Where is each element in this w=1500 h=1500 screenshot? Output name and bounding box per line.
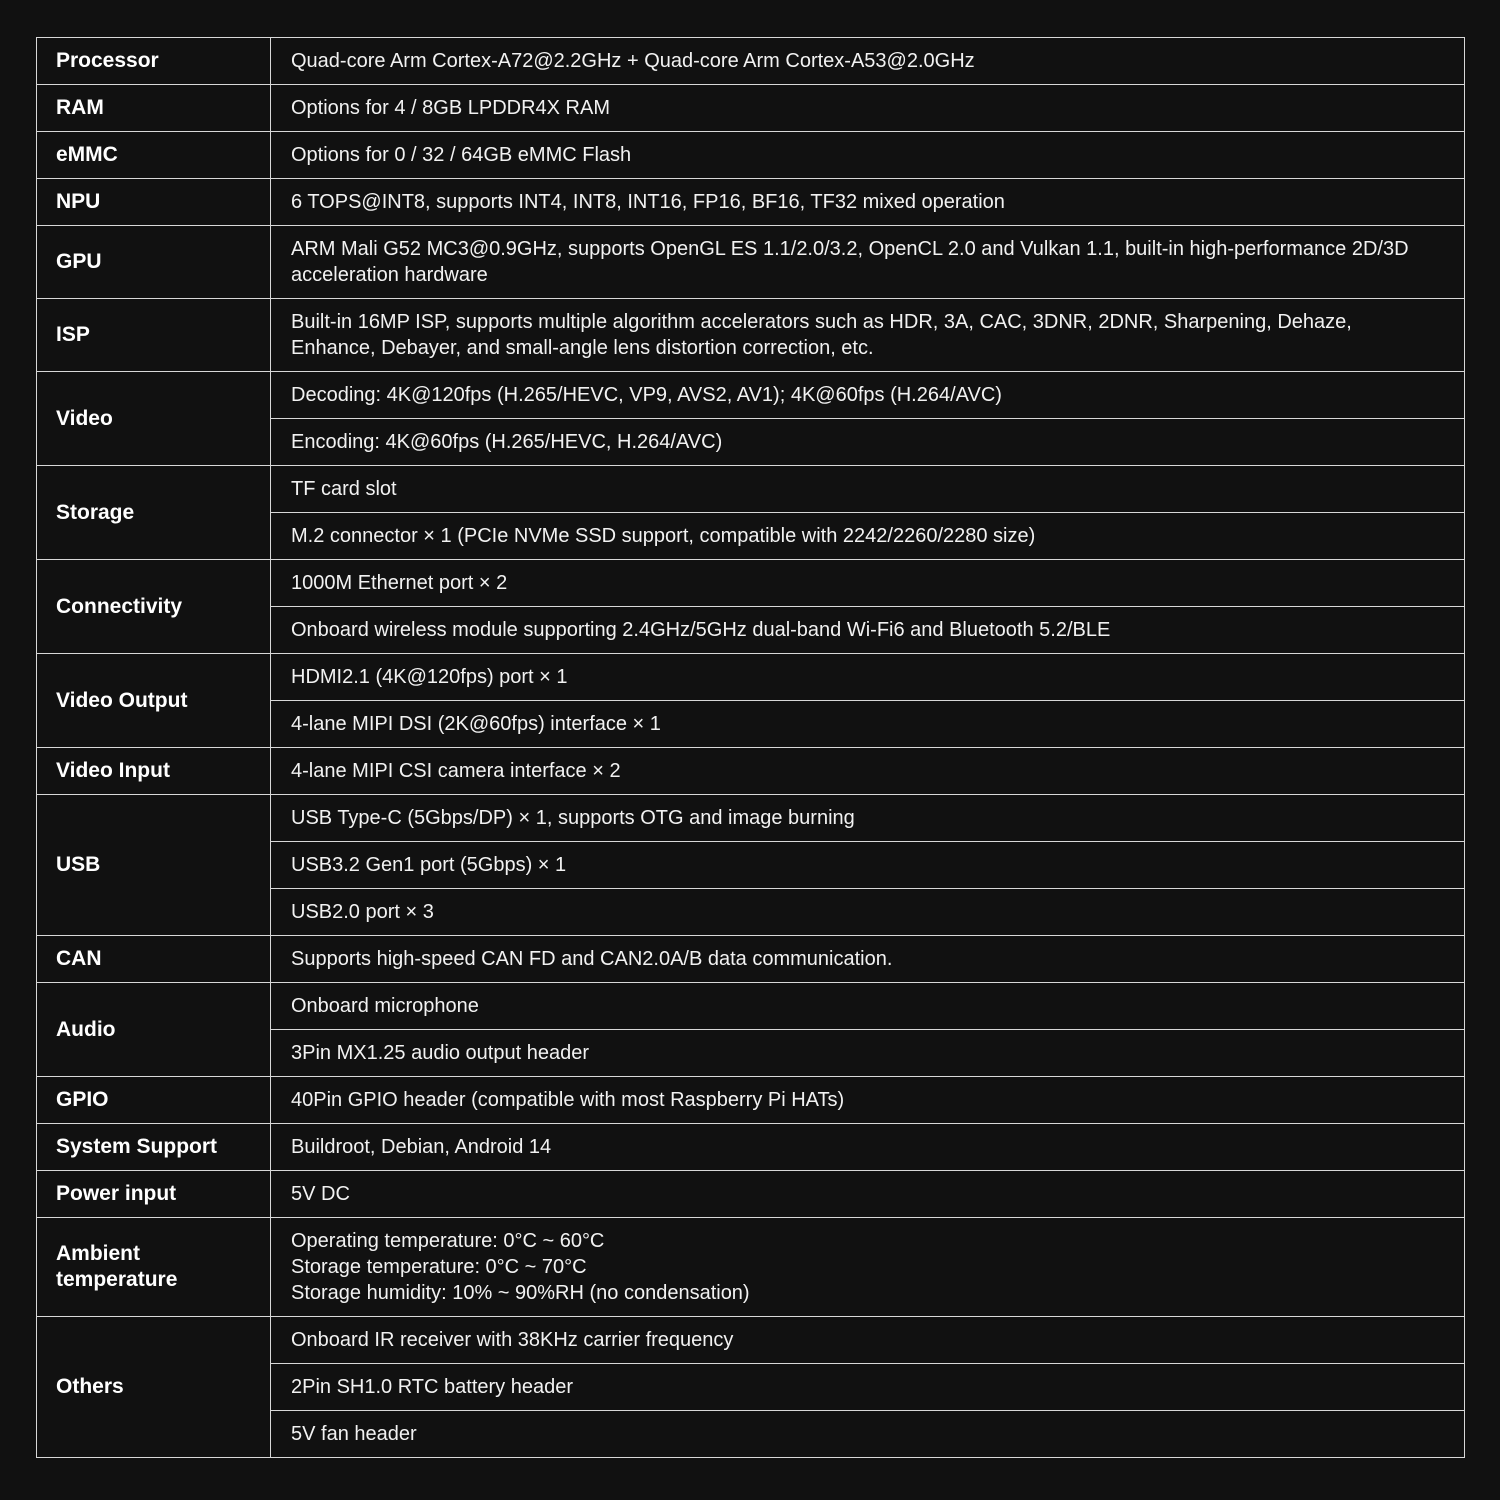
spec-value-text: 4-lane MIPI DSI (2K@60fps) interface × 1 <box>291 713 661 735</box>
spec-row <box>37 179 1465 226</box>
spec-value-text: 6 TOPS@INT8, supports INT4, INT8, INT16, FP16, BF16, TF32 mixed operation <box>291 191 1005 213</box>
spec-value-text: Encoding: 4K@60fps (H.265/HEVC, H.264/AVC) <box>291 431 723 453</box>
spec-value-text: Storage humidity: 10% ~ 90%RH (no condensation) <box>291 1282 750 1304</box>
spec-value-text: Options for 4 / 8GB LPDDR4X RAM <box>291 97 611 119</box>
spec-label <box>37 654 271 748</box>
spec-value <box>271 607 1465 654</box>
spec-value-text: Storage temperature: 0°C ~ 70°C <box>291 1256 587 1278</box>
spec-value <box>271 560 1465 607</box>
spec-row <box>37 560 1465 607</box>
spec-value <box>271 795 1465 842</box>
spec-row <box>37 1171 1465 1218</box>
spec-label-text: eMMC <box>56 143 118 166</box>
spec-label-text: GPU <box>56 250 102 273</box>
spec-label-text: NPU <box>56 190 101 213</box>
spec-value-text: Operating temperature: 0°C ~ 60°C <box>291 1230 605 1252</box>
spec-value <box>271 372 1465 419</box>
spec-label-text: USB <box>56 853 101 876</box>
spec-label-text: Ambient <box>56 1242 140 1265</box>
spec-value-text: M.2 connector × 1 (PCIe NVMe SSD support, compatible with 2242/2260/2280 size) <box>291 525 1036 547</box>
spec-value <box>271 1171 1465 1218</box>
spec-row <box>37 983 1465 1030</box>
spec-label <box>37 936 271 983</box>
spec-value <box>271 299 1465 372</box>
spec-row <box>37 1317 1465 1364</box>
spec-value-text: Quad-core Arm Cortex-A72@2.2GHz + Quad-core Arm Cortex-A53@2.0GHz <box>291 50 975 72</box>
spec-value <box>271 226 1465 299</box>
spec-row <box>37 1077 1465 1124</box>
spec-value <box>271 85 1465 132</box>
spec-value <box>271 936 1465 983</box>
spec-value <box>271 701 1465 748</box>
spec-value <box>271 842 1465 889</box>
spec-label <box>37 1124 271 1171</box>
spec-row <box>37 85 1465 132</box>
spec-value-text: 40Pin GPIO header (compatible with most Raspberry Pi HATs) <box>291 1089 845 1111</box>
spec-row <box>37 132 1465 179</box>
spec-row <box>37 38 1465 85</box>
spec-label <box>37 795 271 936</box>
spec-value <box>271 983 1465 1030</box>
spec-row <box>37 936 1465 983</box>
spec-value-text: Onboard wireless module supporting 2.4GHz/5GHz dual-band Wi-Fi6 and Bluetooth 5.2/BLE <box>291 619 1111 641</box>
spec-row <box>37 299 1465 372</box>
spec-row <box>37 372 1465 419</box>
spec-value <box>271 179 1465 226</box>
spec-value-text: Buildroot, Debian, Android 14 <box>291 1136 552 1158</box>
spec-label <box>37 983 271 1077</box>
spec-value <box>271 513 1465 560</box>
spec-table-body <box>37 38 1465 1458</box>
spec-label <box>37 1171 271 1218</box>
spec-value-text: USB Type-C (5Gbps/DP) × 1, supports OTG and image burning <box>291 807 855 829</box>
spec-value-text: Options for 0 / 32 / 64GB eMMC Flash <box>291 144 632 166</box>
spec-label <box>37 38 271 85</box>
spec-value <box>271 1317 1465 1364</box>
spec-value-text: 5V DC <box>291 1183 350 1205</box>
spec-value-text: 1000M Ethernet port × 2 <box>291 572 508 594</box>
spec-row <box>37 748 1465 795</box>
spec-value <box>271 466 1465 513</box>
spec-value-text: USB2.0 port × 3 <box>291 901 434 923</box>
spec-label-text: Others <box>56 1375 124 1398</box>
spec-value <box>271 1411 1465 1458</box>
spec-value <box>271 1124 1465 1171</box>
spec-label <box>37 466 271 560</box>
spec-value-text: 5V fan header <box>291 1423 417 1445</box>
spec-label-text: CAN <box>56 947 102 970</box>
spec-label-text: System Support <box>56 1135 218 1158</box>
spec-value <box>271 654 1465 701</box>
spec-label <box>37 1077 271 1124</box>
spec-label <box>37 132 271 179</box>
spec-label-text: ISP <box>56 323 90 346</box>
spec-value-text: Onboard microphone <box>291 995 479 1017</box>
spec-value-text: ARM Mali G52 MC3@0.9GHz, supports OpenGL ES 1.1/2.0/3.2, OpenCL 2.0 and Vulkan 1.1, built-in high-performance 2D/3D <box>291 238 1409 260</box>
spec-label-text: GPIO <box>56 1088 109 1111</box>
spec-value <box>271 889 1465 936</box>
spec-label <box>37 372 271 466</box>
spec-value-text: TF card slot <box>291 478 397 500</box>
spec-value-text: Enhance, Debayer, and small-angle lens distortion correction, etc. <box>291 337 874 359</box>
spec-value-text: Decoding: 4K@120fps (H.265/HEVC, VP9, AVS2, AV1); 4K@60fps (H.264/AVC) <box>291 384 1002 406</box>
spec-value <box>271 1218 1465 1317</box>
spec-row <box>37 226 1465 299</box>
spec-label <box>37 226 271 299</box>
spec-label-text: Power input <box>56 1182 177 1205</box>
spec-row <box>37 1218 1465 1317</box>
spec-label-text: Processor <box>56 49 159 72</box>
spec-value-text: Built-in 16MP ISP, supports multiple algorithm accelerators such as HDR, 3A, CAC, 3DNR, 2DNR, Sharpening, Dehaze, <box>291 311 1352 333</box>
spec-value <box>271 419 1465 466</box>
spec-label-text: Video <box>56 406 113 430</box>
spec-value-text: 4-lane MIPI CSI camera interface × 2 <box>291 760 621 782</box>
spec-table <box>36 37 1465 1458</box>
spec-label-text: RAM <box>56 96 104 119</box>
spec-value-text: 2Pin SH1.0 RTC battery header <box>291 1376 574 1398</box>
spec-label <box>37 1317 271 1458</box>
spec-label <box>37 179 271 226</box>
spec-value <box>271 1364 1465 1411</box>
spec-label-text: Connectivity <box>56 594 183 618</box>
spec-value <box>271 38 1465 85</box>
spec-label <box>37 299 271 372</box>
spec-value <box>271 748 1465 795</box>
spec-value <box>271 1077 1465 1124</box>
spec-label-text: Video Input <box>56 759 170 782</box>
spec-value-text: Onboard IR receiver with 38KHz carrier frequency <box>291 1329 734 1351</box>
spec-label-text: Audio <box>56 1017 116 1041</box>
spec-value-text: Supports high-speed CAN FD and CAN2.0A/B data communication. <box>291 948 893 970</box>
spec-label-text: Video Output <box>56 688 188 712</box>
spec-row <box>37 466 1465 513</box>
spec-row <box>37 1124 1465 1171</box>
spec-row <box>37 795 1465 842</box>
spec-value <box>271 132 1465 179</box>
spec-label <box>37 560 271 654</box>
spec-label-text: Storage <box>56 500 135 524</box>
spec-label <box>37 85 271 132</box>
spec-label <box>37 1218 271 1317</box>
spec-value-text: HDMI2.1 (4K@120fps) port × 1 <box>291 666 568 688</box>
spec-label <box>37 748 271 795</box>
spec-value <box>271 1030 1465 1077</box>
spec-row <box>37 654 1465 701</box>
spec-value-text: USB3.2 Gen1 port (5Gbps) × 1 <box>291 854 567 876</box>
spec-value-text: 3Pin MX1.25 audio output header <box>291 1042 589 1064</box>
spec-value-text: acceleration hardware <box>291 264 488 286</box>
spec-label-text: temperature <box>56 1268 178 1291</box>
